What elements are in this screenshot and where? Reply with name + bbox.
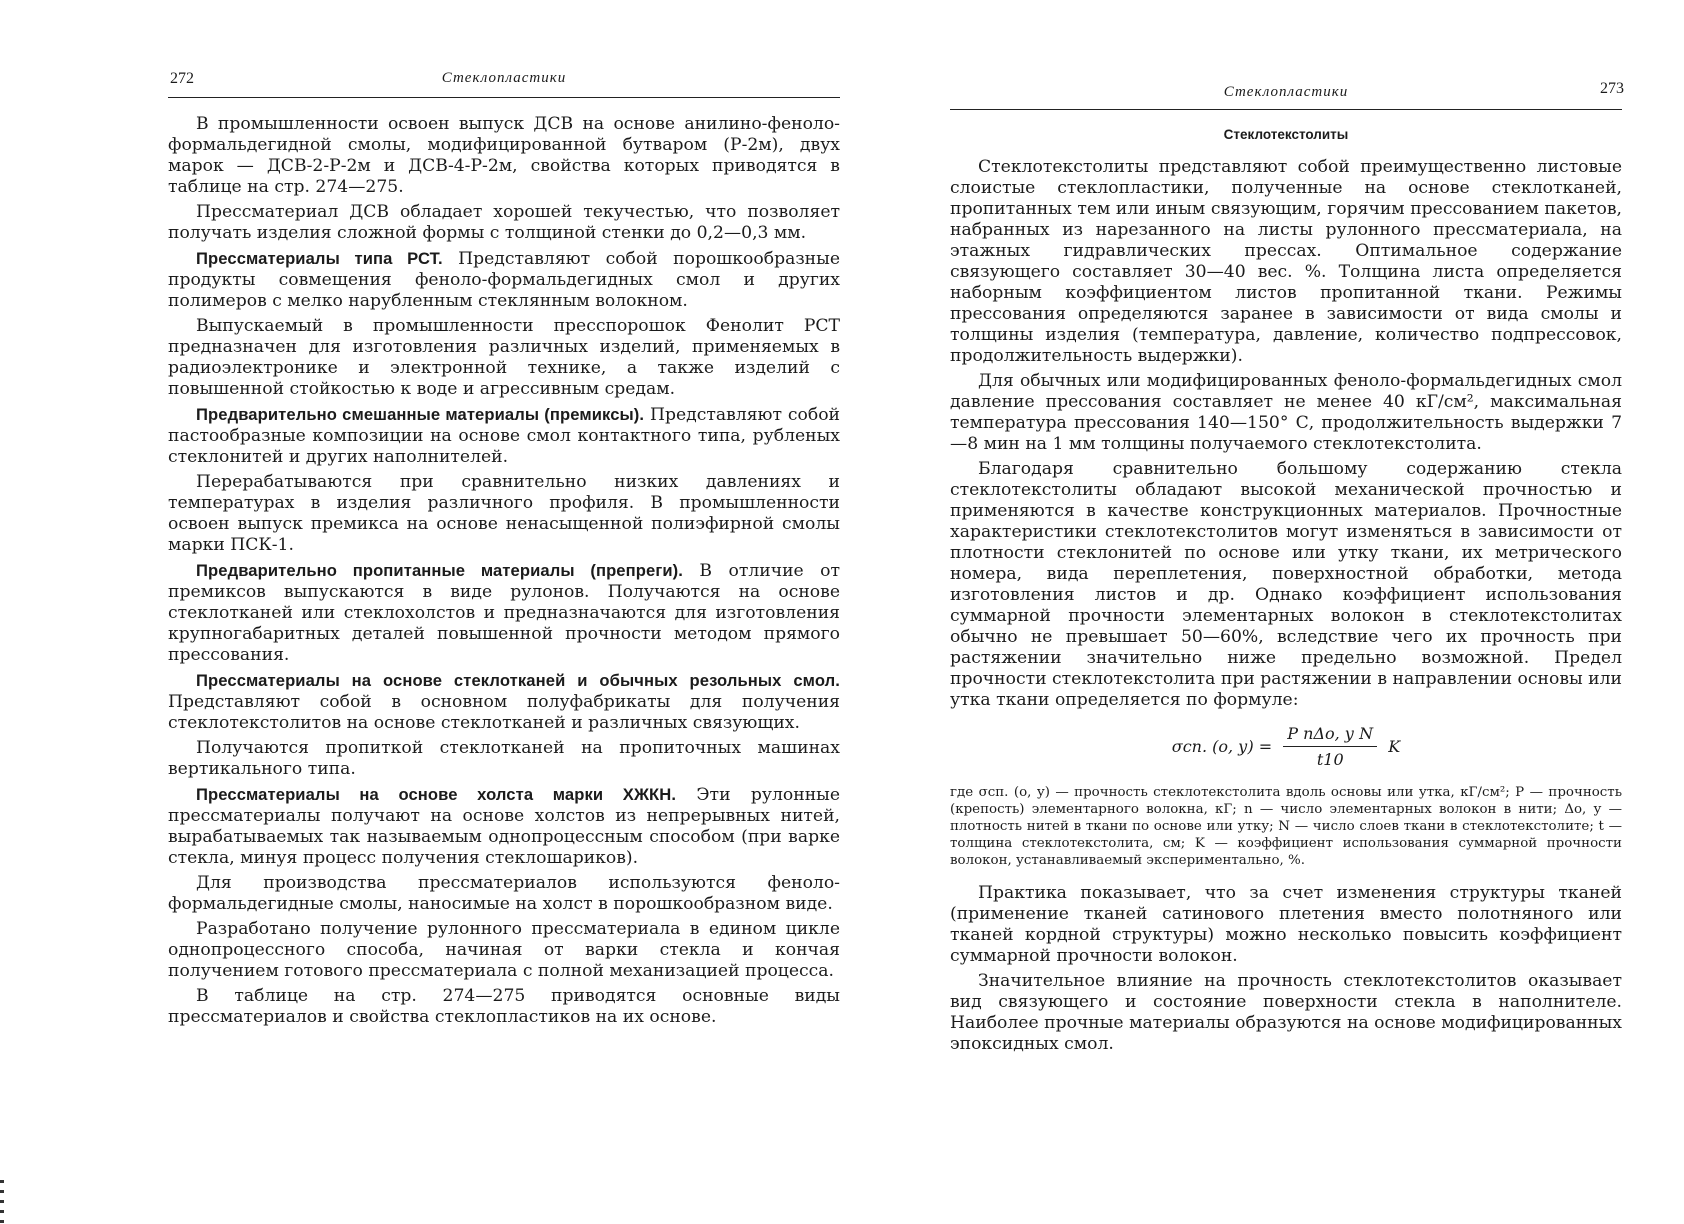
left-page-body [168,114,840,1028]
left-page [168,0,840,1028]
left-header-rule [168,97,840,98]
paragraph-heading: Прессматериалы типа РСТ. [196,249,443,268]
paragraph-text: Перерабатываются при сравнительно низких давлениях и температурах в изделия различного профиля. В промышленности освоен выпуск премикса на основе ненасыщенной полиэфирной смолы марки ПСК-1. [168,472,840,555]
left-paragraph [168,560,840,666]
left-running-head [168,66,840,104]
formula-factor: K [1388,737,1401,756]
left-page-number: 272 [170,70,194,87]
paragraph-heading: Прессматериалы на основе холста марки ХЖКН. [196,785,677,804]
left-paragraph [168,919,840,982]
section-title: Стеклотекстолиты [1223,127,1349,142]
paragraph-heading: Предварительно смешанные материалы (премиксы). [196,405,645,424]
paragraph-text: Разработано получение рулонного прессматериала в едином цикле однопроцессного способа, начиная от варки стекла и кончая получением готового прессматериала с полной механизацией процесса. [168,919,840,981]
left-paragraph [168,670,840,734]
formula-denominator: t10 [1316,750,1344,769]
right-paragraph: Практика показывает, что за счет изменения структуры тканей (применение тканей сатинового плетения вместо полотняного или тканей кордной структуры) можно несколько повысить коэффициент суммарной прочности волокон. [950,883,1622,966]
left-paragraph [168,404,840,468]
right-paragraphs-before [950,157,1622,711]
left-paragraph [168,248,840,312]
left-paragraph [168,986,840,1028]
left-paragraph [168,738,840,780]
left-paragraph [168,114,840,198]
left-paragraph [168,472,840,556]
left-paragraph [168,316,840,400]
paragraph-text: В таблице на стр. 274—275 приводятся основные виды прессматериалов и свойства стеклопластиков на их основе. [168,986,840,1027]
paragraph-text: Прессматериал ДСВ обладает хорошей текучестью, что позволяет получать изделия сложной формы с толщиной стенки до 0,2—0,3 мм. [168,202,840,243]
paragraph-text: В отличие от премиксов выпускаются в виде рулонов. Получаются на основе стеклотканей или стеклохолстов и предназначаются для изготовления крупногабаритных деталей повышенной прочности методом прямого прессования. [168,561,840,665]
left-paragraph [168,873,840,915]
paragraph-heading: Предварительно пропитанные материалы (препреги). [196,561,683,580]
strength-formula [950,723,1622,770]
paragraph-text: Получаются пропиткой стеклотканей на пропиточных машинах вертикального типа. [168,738,840,779]
right-running-title: Стеклопластики [1223,84,1349,100]
right-paragraph: Для обычных или модифицированных феноло-формальдегидных смол давление прессования составляет не менее 40 кГ/см², максимальная температура прессования 140—150° С, продолжительность выдержки 7—8 мин на 1 мм толщины получаемого стеклотекстолита. [950,371,1622,454]
paragraph-text: В промышленности освоен выпуск ДСВ на основе анилино-феноло-формальдегидной смолы, модифицированной бутваром (Р-2м), двух марок — ДСВ-2-Р-2м и ДСВ-4-Р-2м, свойства которых приводятся в таблице на стр. 274—275. [168,114,840,197]
right-paragraphs-after [950,883,1622,1055]
paragraph-text: Для производства прессматериалов используются феноло-формальдегидные смолы, наносимые на холст в порошкообразном виде. [168,873,840,914]
left-paragraph [168,784,840,869]
paragraph-text: Выпускаемый в промышленности пресспорошок Фенолит РСТ предназначен для изготовления различных изделий, применяемых в радиоэлектронике и электронной технике, а также изделий с повышенной стойкостью к воде и агрессивным средам. [168,316,840,399]
paragraph-text: Представляют собой в основном полуфабрикаты для получения стеклотекстолитов на основе стеклотканей и различных связующих. [168,692,840,733]
right-page-number: 273 [1600,80,1624,97]
right-page-body [950,124,1622,1055]
right-page [950,0,1622,1055]
paragraph-text: Представляют собой порошкообразные продукты совмещения феноло-формальдегидных смол и других полимеров с мелко нарубленным стеклянным волокном. [168,249,840,311]
right-running-head [950,66,1622,104]
right-paragraph: Значительное влияние на прочность стеклотекстолитов оказывает вид связующего и состояние поверхности стекла в наполнителе. Наиболее прочные материалы образуются на основе модифицированных эпоксидных смол. [950,971,1622,1054]
formula-fraction [1283,723,1377,770]
paragraph-text: Представляют собой пастообразные композиции на основе смол контактного типа, рубленых стеклонитей и других наполнителей. [168,405,841,467]
formula-lhs: σсп. (о, у) = [1171,737,1273,756]
paragraph-heading: Прессматериалы на основе стеклотканей и обычных резольных смол. [196,671,840,690]
paragraph-text: Эти рулонные прессматериалы получают на основе холстов из непрерывных нитей, вырабатываемых так называемым однопроцессным способом (при варке стекла, минуя процесс получения стеклошариков). [168,785,840,868]
left-running-title: Стеклопластики [441,70,567,86]
formula-numerator: P nΔо, у N [1283,723,1377,747]
right-paragraph: Благодаря сравнительно большому содержанию стекла стеклотекстолиты обладают высокой механической прочностью и применяются в качестве конструкционных материалов. Прочностные характеристики стеклотекстолитов могут изменяться в зависимости от плотности стеклонитей по основе или утку ткани, их метрического номера, вида переплетения, поверхностной обработки, метода изготовления листов и др. Однако коэффициент использования суммарной прочности элементарных волокон в стеклотекстолитах обычно не превышает 50—60%, вследствие чего их прочность при растяжении значительно ниже предельно возможной. Предел прочности стеклотекстолита при растяжении в направлении основы или утка ткани определяется по формуле: [950,459,1622,710]
formula-note: где σсп. (о, у) — прочность стеклотекстолита вдоль основы или утка, кГ/см²; P — прочность (крепость) элементарного волокна, кГ; n — число элементарных волокон в нити; Δо, у — плотность нитей в ткани по основе или утку; N — число слоев ткани в стеклотекстолите; t — толщина стеклотекстолита, см; K — коэффициент использования суммарной прочности волокон, устанавливаемый экспериментально, %. [950,785,1622,868]
left-paragraph [168,202,840,244]
scan-edge-marks [0,1180,4,1224]
right-paragraph: Стеклотекстолиты представляют собой преимущественно листовые слоистые стеклопластики, полученные на основе стеклотканей, пропитанных тем или иным связующим, горячим прессованием пакетов, набранных из нарезанного на листы рулонного прессматериала, на этажных гидравлических прессах. Оптимальное содержание связующего составляет 30—40 вес. %. Толщина листа определяется наборным коэффициентом листов пропитанной ткани. Режимы прессования определяются заранее в зависимости от вида смолы и толщины изделия (температура, давление, количество подпрессовок, продолжительность выдержки). [950,157,1622,366]
right-header-rule [950,109,1622,110]
